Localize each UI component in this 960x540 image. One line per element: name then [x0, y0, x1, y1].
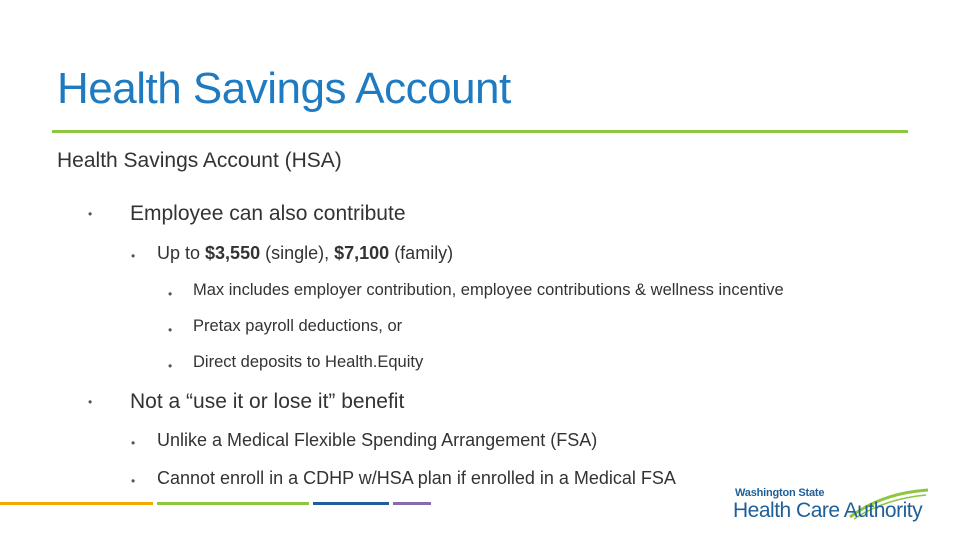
bullet-pretax-payroll: Pretax payroll deductions, or	[193, 317, 403, 335]
limit-suffix: (family)	[389, 243, 454, 263]
bullet-cannot-enroll: Cannot enroll in a CDHP w/HSA plan if enrolled in a Medical FSA	[157, 468, 676, 488]
footer-bar-green	[157, 502, 309, 505]
bullet-dot: •	[168, 323, 173, 337]
bullet-contribution-limits	[157, 243, 453, 264]
bullet-unlike-fsa: Unlike a Medical Flexible Spending Arrangement (FSA)	[157, 430, 598, 450]
bullet-employee-contribute: Employee can also contribute	[130, 202, 406, 225]
bullet-direct-deposits: Direct deposits to Health.Equity	[193, 353, 424, 371]
bullet-dot: •	[131, 249, 136, 263]
logo-line2: Health Care Authority	[733, 499, 923, 522]
bullet-dot: •	[131, 474, 136, 488]
family-limit-amount: $7,100	[334, 243, 390, 263]
bullet-dot: •	[168, 359, 173, 373]
bullet-dot: •	[88, 395, 93, 409]
bullet-dot: •	[131, 436, 136, 450]
bullet-max-includes: Max includes employer contribution, employee contributions & wellness incentive	[193, 281, 784, 299]
footer-bar-blue	[313, 502, 389, 505]
title-underline	[52, 130, 908, 133]
slide-subtitle: Health Savings Account (HSA)	[57, 149, 342, 172]
bullet-not-use-or-lose: Not a “use it or lose it” benefit	[130, 390, 405, 413]
logo-line1: Washington State	[735, 487, 825, 499]
limit-mid: (single),	[260, 243, 335, 263]
slide-title: Health Savings Account	[57, 64, 511, 113]
single-limit-amount: $3,550	[205, 243, 261, 263]
limit-prefix: Up to	[157, 243, 206, 263]
hca-logo	[732, 487, 922, 529]
footer-bar-purple	[393, 502, 431, 505]
bullet-dot: •	[88, 207, 93, 221]
footer-bar-orange	[0, 502, 153, 505]
bullet-dot: •	[168, 287, 173, 301]
